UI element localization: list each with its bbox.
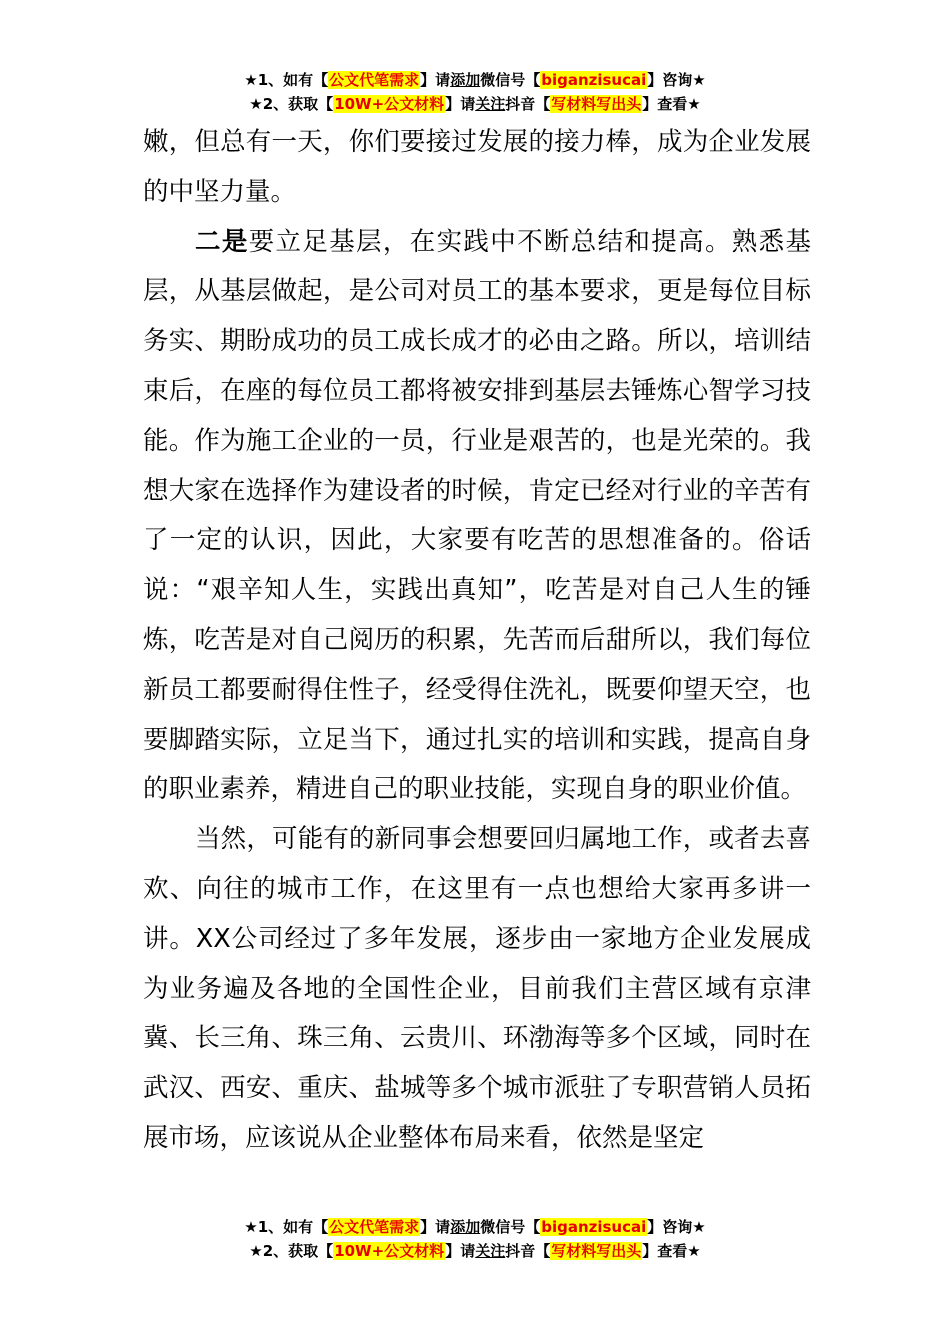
banner-text: 】查看★ xyxy=(642,1242,701,1260)
banner-text: 抖音【 xyxy=(505,1242,551,1260)
paragraph-1: 嫩，但总有一天，你们要接过发展的接力棒，成为企业发展的中坚力量。 xyxy=(143,127,811,207)
banner-text: 】咨询★ xyxy=(647,71,706,89)
document-body xyxy=(143,118,811,1164)
highlight-service: 公文代笔需求 xyxy=(329,71,420,89)
paragraph-2-lead: 二是 xyxy=(195,226,249,257)
banner-underlined: 添加 xyxy=(450,71,481,89)
banner-underlined: 关注 xyxy=(475,95,506,113)
banner-line-2 xyxy=(0,1239,950,1263)
highlight-douyin-account: 写材料写出头 xyxy=(551,1242,642,1260)
banner-text: 微信号【 xyxy=(480,71,541,89)
banner-text: ★2、获取【 xyxy=(249,1242,334,1260)
banner-text: ★2、获取【 xyxy=(249,95,334,113)
banner-text: 】请 xyxy=(420,71,451,89)
highlight-wechat-id: biganzisucai xyxy=(541,71,647,89)
highlight-douyin-account: 写材料写出头 xyxy=(551,95,642,113)
banner-underlined: 添加 xyxy=(450,1218,481,1236)
banner-text: 】请 xyxy=(445,1242,476,1260)
banner-line-2 xyxy=(0,92,950,116)
banner-text: 微信号【 xyxy=(480,1218,541,1236)
highlight-materials: 10W+公文材料 xyxy=(334,95,445,113)
paragraph-3: 当然，可能有的新同事会想要回归属地工作，或者去喜欢、向往的城市工作，在这里有一点也想给大家再多讲一讲。XX公司经过了多年发展，逐步由一家地方企业发展成为业务遍及各地的全国性企业，目前我们主营区域有京津冀、长三角、珠三角、云贵川、环渤海等多个区域，同时在武汉、西安、重庆、盐城等多个城市派驻了专职营销人员拓展市场，应该说从企业整体布局来看，依然是坚定 xyxy=(143,824,811,1153)
banner-line-1 xyxy=(0,68,950,92)
footer-banner xyxy=(0,1215,950,1263)
banner-text: ★1、如有【 xyxy=(244,1218,329,1236)
banner-text: 】请 xyxy=(420,1218,451,1236)
banner-text: 】咨询★ xyxy=(647,1218,706,1236)
banner-line-1 xyxy=(0,1215,950,1239)
highlight-wechat-id: biganzisucai xyxy=(541,1218,647,1236)
highlight-materials: 10W+公文材料 xyxy=(334,1242,445,1260)
banner-text: 抖音【 xyxy=(505,95,551,113)
banner-text: 】查看★ xyxy=(642,95,701,113)
banner-text: 】请 xyxy=(445,95,476,113)
highlight-service: 公文代笔需求 xyxy=(329,1218,420,1236)
header-banner xyxy=(0,68,950,116)
paragraph-2-text: 要立足基层，在实践中不断总结和提高。熟悉基层，从基层做起，是公司对员工的基本要求，更是每位目标务实、期盼成功的员工成长成才的必由之路。所以，培训结束后，在座的每位员工都将被安排到基层去锤炼心智学习技能。作为施工企业的一员，行业是艰苦的，也是光荣的。我想大家在选择作为建设者的时候，肯定已经对行业的辛苦有了一定的认识，因此，大家要有吃苦的思想准备的。俗话说：“艰辛知人生，实践出真知”，吃苦是对自己人生的锤炼，吃苦是对自己阅历的积累，先苦而后甜所以，我们每位新员工都要耐得住性子，经受得住洗礼，既要仰望天空，也要脚踏实际，立足当下，通过扎实的培训和实践，提高自身的职业素养，精进自己的职业技能，实现自身的职业价值。 xyxy=(143,226,811,805)
banner-underlined: 关注 xyxy=(475,1242,506,1260)
banner-text: ★1、如有【 xyxy=(244,71,329,89)
paragraph-2 xyxy=(143,218,811,816)
